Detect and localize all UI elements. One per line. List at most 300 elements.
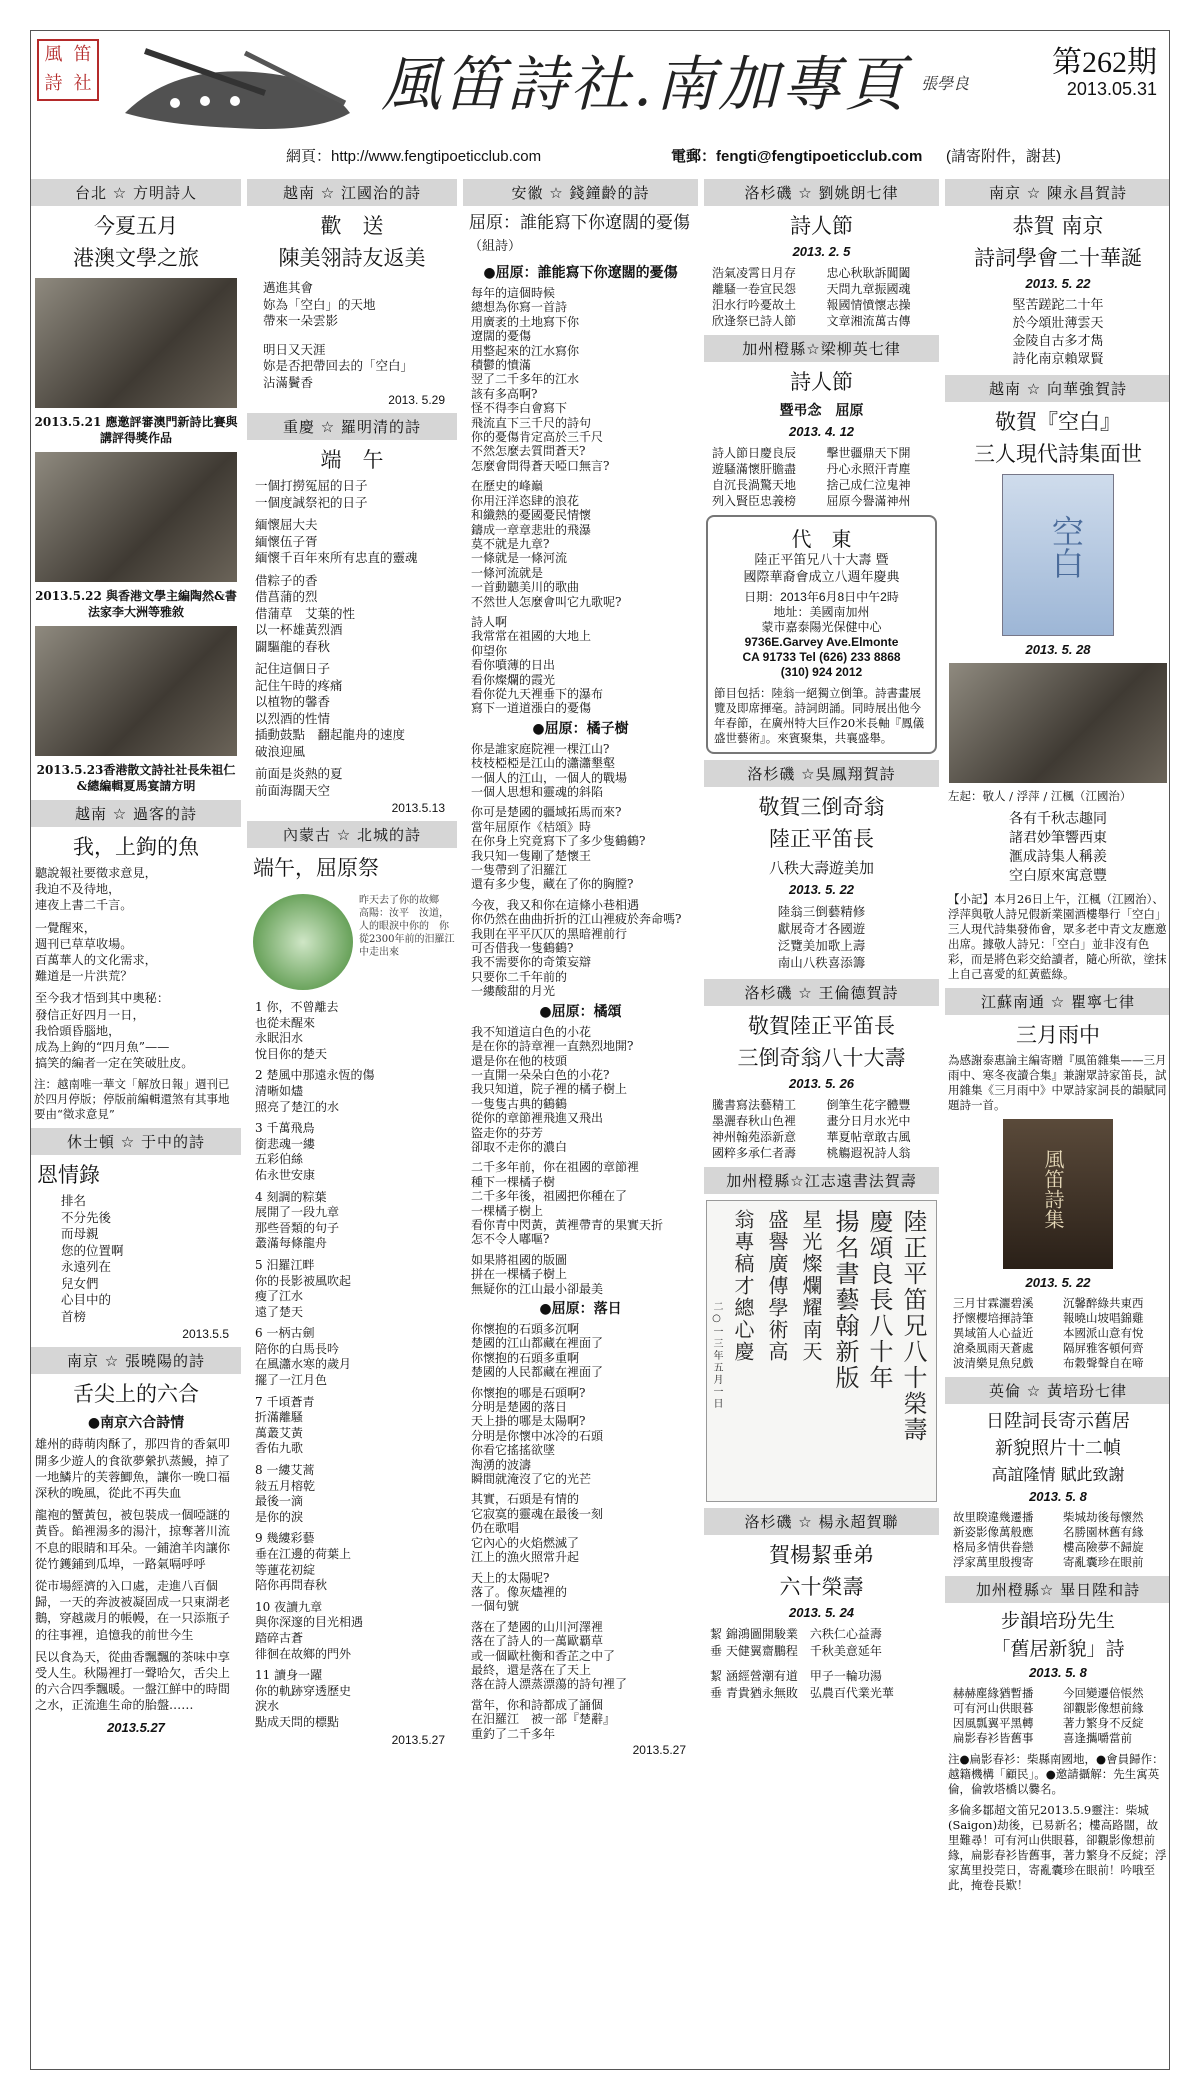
poem-line: 在你身上究竟寫下了多少隻鶴鶴? [471, 834, 646, 849]
poem-line: 鑄成一章章悲壯的飛瀑 [471, 522, 592, 537]
poem-line: 天上掛的哪是太陽啊? [471, 1414, 586, 1429]
column-1 [31, 179, 241, 2064]
poem-line: 與你深邃的目光相遇 [255, 1615, 364, 1630]
poem-body [247, 1000, 457, 1731]
photo-caption: 2013.5.22 與香港文學主編陶然&書法家李大洲等雅敘 [35, 589, 237, 619]
poem-title: 陳美翎詩友返美 [278, 246, 426, 270]
poem-title: 端 午 [320, 448, 384, 472]
poem-line: 11 讀身一躍 [255, 1668, 323, 1683]
poem-line: 借粽子的香 [255, 572, 318, 588]
poem-line: 卻取不走你的濃白 [471, 1139, 568, 1154]
poem-line: 積鬱的憤滿 [471, 358, 532, 373]
poem-line: 文章湘流萬古傳 [826, 314, 911, 328]
poem-line: 還有多少隻，藏在了你的胸膛? [471, 877, 634, 892]
poem-line: 最終，還是落在了天上 [471, 1662, 592, 1677]
launch-event-photo [949, 663, 1167, 783]
poem-body [247, 478, 457, 799]
poem-line: 你的長影被風吹起 [255, 1273, 352, 1288]
section-header: 加州橙縣☆梁柳英七律 [704, 335, 939, 362]
poem-line: 異域笛人心益近 [953, 1326, 1034, 1340]
poem-line: 沾滿鬢香 [263, 374, 314, 390]
poem-line: 叢滿每條龍舟 [255, 1236, 328, 1251]
poem-title: 詩詞學會二十華誕 [974, 246, 1142, 270]
poem-line: 我常常在祖國的大地上 [471, 629, 592, 644]
poem-body [945, 1296, 1170, 1371]
poem-line: 寄亂囊珍在眼前 [1063, 1555, 1144, 1569]
poem-body [247, 280, 457, 391]
poem-line: 空白原來寓意豐 [1009, 868, 1107, 884]
poem-title: 敬賀三倒奇翁 [758, 795, 885, 819]
poem-line: 南山八秩喜添籌 [777, 955, 866, 970]
poem-line: 你懷抱的石頭多重啊 [471, 1350, 580, 1365]
poem-body [704, 265, 939, 329]
poem-body [463, 1025, 698, 1296]
poem-title: 歡 送 [320, 214, 384, 238]
section-header: 加州橙縣☆江志遠書法賀壽 [704, 1167, 939, 1194]
poem-line: 一棵橘子樹上 [471, 1203, 544, 1218]
poem-line: 銜悲魂一縷 [255, 1136, 316, 1151]
masthead-title: 風笛詩社.南加專頁 [381, 50, 908, 120]
poem-line: 百萬華人的文化需求， [35, 953, 157, 968]
poem-title-note: （組詩） [469, 239, 522, 254]
poem-line: 妳是否把帶回去的「空白」 [263, 358, 414, 373]
section-header: 洛杉磯 ☆ 楊永超賀聯 [704, 1508, 939, 1535]
poem-line: 你懷抱的石頭多沉啊 [471, 1322, 580, 1336]
poem-line: 你可是楚國的疆域拓馬而來? [471, 805, 622, 820]
section-header: 台北 ☆ 方明詩人 [31, 179, 241, 206]
poem-line: 用整起來的江水寫你 [471, 343, 580, 358]
poem-body [31, 865, 241, 1071]
bagpipe-flute-illustration [115, 43, 365, 138]
poem-line: 佑永世安康 [255, 1167, 316, 1182]
poem-line: 我則在平平仄仄的黑暗裡前行 [471, 926, 628, 941]
column-4 [704, 179, 939, 2064]
section-header: 內蒙古 ☆ 北城的詩 [247, 821, 457, 848]
poem-line: 前面是炎熱的夏 [255, 766, 343, 781]
poem-date: 2013. 5. 22 [1025, 276, 1091, 291]
poem-date: 2013. 5. 8 [1029, 1665, 1087, 1680]
poem-line: 借菖蒲的烈 [255, 589, 318, 604]
poem-date: 2013. 5. 8 [1029, 1489, 1087, 1504]
poem-line: 一隻帶到了汨羅江 [471, 863, 568, 878]
poem-line: 該有多高啊? [471, 386, 538, 401]
poem-body [31, 1436, 241, 1713]
poem-date: 2013.5.5 [182, 1327, 229, 1342]
poem-line: 倒筆生花字體豐 [826, 1098, 911, 1112]
poem-line: 你用汪洋恣肆的浪花 [471, 493, 580, 508]
poem-line: 著力繁身不反綻 [1063, 1716, 1144, 1730]
poem-line: 淘湧的波濤 [471, 1457, 532, 1472]
poem-line: 如果將祖國的版圖 [471, 1252, 568, 1267]
info-line: 日期：2013年6月8日中午2時 [744, 590, 899, 604]
poem-line: 心目中的 [61, 1292, 112, 1308]
poem-line: 一首動聽美川的歌曲 [471, 580, 580, 595]
poem-line: 兒女們 [61, 1275, 99, 1291]
poem-line: 翌了二千多年的江水 [471, 372, 580, 387]
poem-line: 照亮了楚江的水 [255, 1099, 340, 1114]
poem-line: 神州翰苑添新意 [712, 1130, 797, 1144]
poem-line: 我迫不及待地， [35, 882, 121, 897]
poem-line: 騰書寫法藝精工 [712, 1098, 797, 1112]
poem-paragraph: 從市場經濟的入口處，走進八百個歸，一天的奔波被凝固成一只東湖老鵝，穿越歲月的帳幔，在一只添瓶子的往事裡，追憶我的前世今生 [35, 1579, 230, 1642]
poem-body [463, 1322, 698, 1741]
poem-note: 多倫多鄒超文笛兄2013.5.9靈注：柴城(Saigon)劫後，已易新名；樓高路闊，故里難尋！可有河山供眼暮，卻觀影像想前緣，扁影春衫皆舊事，著力繁身不反綻；浮家萬里投莞日，寄亂囊珍在眼前！吟哦至此，掩卷長歎！ [948, 1803, 1167, 1892]
poem-line: 在汨羅江 被一部『楚辭』 [471, 1712, 616, 1727]
poem-line: 在風瀟水寒的歲月 [255, 1357, 352, 1372]
poem-line: 前面海闊天空 [255, 782, 331, 798]
poem-line: 你仍然在曲曲折折的江山裡疲於奔命嗎? [471, 912, 682, 927]
poem-line: 總想為你寫一首詩 [471, 300, 568, 315]
poem-line: 故里睽違幾遷播 [953, 1510, 1034, 1524]
poem-line: 看你燦爛的霞光 [471, 672, 556, 687]
poem-title: 詩人節 [790, 370, 853, 394]
poem-line: 瘦了江水 [255, 1289, 304, 1304]
poem-title: 高誼隆情 賦此致謝 [991, 1465, 1125, 1484]
poem-line: 墨灑春秋山色裡 [712, 1114, 797, 1128]
poem-body [31, 1193, 241, 1325]
poem-line: 還是你在他的枝頭 [471, 1053, 568, 1068]
poem-line: 排名 [61, 1193, 87, 1209]
calligraphy-column: 盛譽廣傳學術高 [765, 1209, 789, 1363]
poem-title: 三人現代詩集面世 [974, 442, 1142, 466]
image-note: 昨天去了你的故鄉 高陽：汝平 汝道，人的眼淚中你的 你從2300年前的汨羅江中走出來 [359, 895, 455, 958]
poem-line: 永眠汨水 [255, 1031, 304, 1046]
poem-line: 金陵自古多才雋 [1012, 334, 1104, 349]
poem-line: 楚國的人民都藏在裡面了 [471, 1365, 604, 1380]
poem-line: 天上的太陽呢? [471, 1570, 550, 1585]
poem-line: 每年的這個時候 [471, 286, 556, 300]
poem-line: 以植物的馨香 [255, 694, 331, 709]
masthead-signature: 張學良 [921, 74, 970, 93]
poem-line: 8 一縷艾蒿 [255, 1463, 315, 1478]
poem-title-text: 屈原：誰能寫下你遼闊的憂傷 [469, 213, 690, 233]
poem-line: 不然世人怎麼會叫它九歌呢? [471, 594, 622, 609]
poem-title: 日陞詞長寄示舊居 [986, 1411, 1130, 1432]
poem-date: 2013. 5.29 [388, 393, 445, 407]
poem-line: 怪不得李白會寫下 [471, 401, 568, 416]
poem-line: 怎麼會問得蒼天啞口無言? [471, 458, 610, 473]
poem-subtitle: ●南京六合詩情 [87, 1415, 185, 1432]
info-line: 蒙市嘉泰陽光保健中心 [761, 620, 882, 634]
calligraphy-column: 揚名書藝翰新版 [831, 1209, 859, 1391]
poem-line: 怎不令人嘟嘔? [471, 1232, 550, 1247]
poem-line: 一條河流就是 [471, 565, 544, 580]
photo-caption: 左起：敬人 / 浮萍 / 江楓（江國治） [948, 789, 1132, 803]
birthday-invitation [706, 515, 937, 754]
couplet-line: 垂 青貴猶永無敗 弘農百代業光華 [710, 1686, 894, 1700]
poem-title: 端午，屈原祭 [253, 856, 379, 880]
event-photo [35, 452, 237, 582]
poem-paragraph: 雄州的蒔萌肉酥了，那四肯的香氣叩開多少遊人的食欲夢縈扒蒸鰻，掉了一地鱗片的芙蓉鯽魚，讓你一晚口福深秋的晚風，從此不再失血 [35, 1437, 230, 1501]
poem-line: 看你青中閃黃，黃裡帶青的果實天折 [471, 1217, 664, 1232]
section-header: 洛杉磯 ☆吳鳳翔賀詩 [704, 760, 939, 787]
section-header: 洛杉磯 ☆ 王倫德賀詩 [704, 979, 939, 1006]
section-header: 江蘇南通 ☆ 瞿寧七律 [945, 988, 1170, 1015]
poem-title: 敬賀陸正平笛長 [748, 1014, 895, 1038]
info-line: (310) 924 2012 [780, 665, 863, 679]
issue-number: 第262期 [1052, 46, 1157, 79]
poem-line: 遠了楚天 [255, 1304, 304, 1319]
poem-line: 你看它搖搖欲墜 [471, 1443, 556, 1458]
calligraphy-artwork [706, 1200, 937, 1502]
poem-line: 樓高險夢不歸旋 [1063, 1540, 1144, 1554]
poem-line: 用廣袤的土地寫下你 [471, 314, 580, 329]
poem-title: 今夏五月 [94, 214, 178, 238]
section-header: 南京 ☆ 張曉陽的詩 [31, 1347, 241, 1374]
poem-line: 在歷史的峰巔 [471, 479, 544, 494]
poem-line: 楚國的江山都藏在裡面了 [471, 1336, 604, 1351]
poem-line: 看你噴薄的日出 [471, 658, 556, 673]
poem-line: 只要你二千年前的 [471, 969, 568, 984]
poem-subtitle: ●屈原：誰能寫下你遼闊的憂傷 [483, 265, 678, 281]
poem-title: 我，上鉤的魚 [73, 835, 199, 859]
calligraphy-column: 翁專稿才總心慶 [731, 1209, 755, 1363]
poem-subtitle: 暨弔念 屈原 [779, 403, 864, 419]
poem-line: 三月甘霖灑碧溪 [953, 1296, 1034, 1310]
poem-line: 詩人啊 [471, 614, 508, 629]
poem-line: 可有河山供眼暮 [953, 1701, 1034, 1715]
poem-line: 香佑九歌 [255, 1441, 304, 1456]
poem-line: 今回變遷倍悵然 [1063, 1686, 1144, 1700]
poem-subtitle: 八秩大壽遊美加 [768, 859, 874, 877]
poem-line: 闢驅龍的春秋 [255, 638, 331, 654]
poem-title: 恭賀 南京 [1012, 214, 1104, 238]
poem-line: 二千多年後，祖國把你種在了 [471, 1189, 628, 1204]
poem-line: 赫赫塵緣猶暫播 [953, 1686, 1034, 1700]
email-link[interactable]: 電郵：fengti@fengtipoeticclub.com [671, 148, 923, 165]
poem-title: 三月雨中 [1016, 1023, 1100, 1047]
info-line: 9736E.Garvey Ave.Elmonte [744, 635, 899, 649]
contact-line [31, 141, 1170, 169]
poem-line: 聽說報社要徵求意見， [35, 866, 157, 880]
poem-line: 一個打撈冤屈的日子 [255, 478, 368, 493]
poem-line: 泛覽美加歌上壽 [777, 938, 866, 953]
poem-line: 插動鼓點 翻起龍舟的速度 [255, 727, 406, 742]
poem-body [704, 1097, 939, 1161]
event-photo [35, 278, 237, 408]
poem-line: 拼在一棵橘子樹上 [471, 1267, 568, 1282]
poem-line: 報曉山坡唱錦雞 [1063, 1311, 1144, 1325]
poem-line: 你的憂傷肯定高於三千尺 [471, 430, 604, 445]
poem-line: 今夜，我又和你在這條小巷相遇 [471, 897, 640, 912]
poem-line: 以一杯雄黃烈酒 [255, 622, 343, 637]
poem-line: 清晰如燼 [255, 1083, 304, 1098]
dragonboat-image [249, 886, 455, 996]
event-photo [35, 626, 237, 756]
poem-date: 2013. 5. 22 [1025, 1275, 1091, 1290]
poem-paragraph: 民以食為天，從曲香飄飄的茶味中享受人生。秋陽裡打一聲哈欠，舌尖上的六合四季飄暖。一盤江鮮中的時間之水，正流進生命的胎盤…… [35, 1649, 230, 1713]
poem-line: 它寂寞的靈魂在最後一刻 [471, 1506, 604, 1521]
poem-line: 不分先後 [61, 1209, 112, 1225]
poem-line: 至今我才悟到其中奧秘： [35, 991, 170, 1006]
poem-line: 你是誰家庭院裡一棵江山? [471, 741, 610, 756]
poem-note: 注●扁影春衫：柴縣南國地，●會員歸作：越籍機構「顧民」。●邀請攝解：先生寓英倫，倫敦塔橋以爨名。 [948, 1752, 1164, 1796]
poem-body [704, 445, 939, 509]
poem-subtitle: ●屈原：落日 [539, 1301, 622, 1317]
poem-body [463, 742, 698, 999]
poem-line: 不然怎麼去質問蒼天? [471, 444, 586, 459]
poem-line: 仍在歌唱 [471, 1521, 520, 1536]
poem-line: 踏碎古蒼 [255, 1630, 304, 1645]
calligraphy-column: 慶頌良長八十年 [865, 1209, 893, 1391]
invitation-program: 節目包括：陸翁一絕獨立倒筆。詩書畫展覽及即席揮毫。詩詞朗誦。同時展出他今年春節，在廣州特大巨作20米長軸『鳳儀盛世藝術』。來賓聚集，共襄盛舉。 [714, 686, 925, 745]
poem-line: 其實，石頭是有情的 [471, 1492, 580, 1507]
website-link[interactable]: 網頁：http://www.fengtipoeticclub.com [286, 148, 542, 165]
poem-line: 永遠列在 [61, 1259, 112, 1275]
poem-line: 1 你，不曾離去 [255, 1000, 339, 1014]
poem-line: 詩人節日慶良辰 [712, 446, 797, 460]
section-header: 洛杉磯 ☆ 劉姚朗七律 [704, 179, 939, 206]
poem-line: 緬懷伍子胥 [255, 533, 318, 549]
poem-line: 當年，你和詩都成了誦個 [471, 1697, 604, 1712]
invitation-line: 國際華裔會成立八週年慶典 [743, 570, 900, 585]
poem-line: 落在詩人漂蒸漂蕩的詩句裡了 [471, 1677, 628, 1692]
poem-date: 2013. 5. 26 [788, 1076, 855, 1091]
poem-line: 9 幾縷彩藝 [255, 1531, 315, 1546]
poem-line: 等蓮花初綻 [255, 1562, 316, 1577]
info-line: 地址：美國南加州 [773, 605, 870, 619]
section-header: 重慶 ☆ 羅明清的詩 [247, 413, 457, 440]
poem-line: 從你的章節裡飛進又飛出 [471, 1111, 604, 1126]
poem-line: 最後一滴 [255, 1494, 304, 1509]
poem-line: 一縷酸甜的月光 [471, 984, 556, 999]
poem-line: 報國情憤懷志操 [826, 298, 911, 312]
poem-line: 淚水 [255, 1699, 280, 1714]
poem-line: 敍五月榕乾 [255, 1478, 316, 1493]
section-header: 英倫 ☆ 黃培玢七律 [945, 1377, 1170, 1404]
poem-line: 落了。像灰燼裡的 [471, 1584, 568, 1599]
section-header: 越南 ☆ 向華強賀詩 [945, 375, 1170, 402]
poem-line: 一直開一朵朵白色的小花? [471, 1067, 610, 1082]
photo-caption: 2013.5.21 應邀評審澳門新詩比賽與講評得獎作品 [34, 415, 238, 445]
calligraphy-column: 星光燦爛耀南天 [799, 1209, 823, 1363]
poem-line: 一條就是一條河流 [471, 551, 568, 566]
poem-line: 一覺醒來， [35, 920, 96, 935]
poem-line: 天問九章振國魂 [826, 282, 911, 296]
poem-line: 畫分日月水光中 [826, 1114, 911, 1128]
poem-line: 名勝園林舊有緣 [1063, 1525, 1144, 1539]
poem-line: 緬懷屈大夫 [255, 517, 318, 532]
poem-line: 一隻隻古典的鶴鶴 [471, 1096, 568, 1111]
poem-date: 2013.5.27 [107, 1719, 165, 1735]
column-3 [463, 179, 698, 2064]
poem-line: 分明是楚國的落日 [471, 1400, 568, 1415]
poem-line: 10 夜讀九章 [255, 1599, 323, 1614]
poem-body [945, 810, 1170, 886]
poem-line: 浮家萬里殷搜寄 [953, 1555, 1034, 1569]
poem-line: 滙成詩集人稱羨 [1009, 849, 1107, 865]
poem-line: 落在了楚國的山川河澤裡 [471, 1619, 604, 1634]
poem-line: 記住午時的疼痛 [255, 677, 343, 693]
poem-title: 港澳文學之旅 [73, 246, 199, 270]
poem-line: 一個人的江山，一個人的戰場 [471, 770, 628, 785]
poem-line: 2 楚風中那遠永恆的傷 [255, 1068, 375, 1083]
poem-line: 連夜上書二千言。 [35, 898, 133, 913]
dragonboat-illustration [253, 894, 353, 990]
poem-line: 瞬間就淹沒了它的光芒 [471, 1472, 592, 1487]
poem-title: 新貌照片十二幀 [995, 1438, 1121, 1459]
poem-line: 欣逢祭已詩人節 [712, 314, 797, 328]
poem-line: 首榜 [61, 1308, 87, 1324]
poem-line: 滄桑風雨天蒼處 [953, 1341, 1034, 1355]
email-note: (請寄附件，謝甚) [946, 148, 1061, 165]
poem-line: 您的位置啊 [61, 1242, 124, 1258]
poem-line: 垂在江邊的荷葉上 [255, 1547, 352, 1561]
poem-line: 抒懷櫻培揮詩筆 [953, 1311, 1034, 1325]
column-5 [945, 179, 1170, 2064]
poem-line: 落在了詩人的一萬歐覇草 [471, 1634, 604, 1649]
poem-line: 沉馨醉綠共東西 [1063, 1296, 1144, 1310]
poem-line: 那些晉類的句子 [255, 1220, 340, 1235]
poem-line: 陪你的白馬長吟 [255, 1341, 340, 1356]
poem-line: 週刊已草草收場。 [35, 936, 133, 951]
poem-line: 捨己成仁泣鬼神 [826, 478, 911, 492]
poem-line: 是在你的詩章裡一直熱烈地開? [471, 1039, 634, 1054]
poem-line: 6 一柄古劍 [255, 1326, 315, 1341]
poem-line: 汨水行吟憂故土 [712, 298, 797, 312]
seal-char: 詩 [44, 73, 63, 94]
poem-title: 三倒奇翁八十大壽 [737, 1046, 906, 1070]
issue-date: 2013.05.31 [1066, 79, 1157, 99]
poem-line: 忠心秋耿訴閶闔 [826, 266, 911, 280]
poem-line: 列入賢臣忠義榜 [712, 494, 797, 508]
poem-line: 陸翁三倒藝精修 [777, 904, 866, 919]
poem-line: 擺了一江月色 [255, 1373, 328, 1388]
poem-line: 和纖熱的憂國憂民情懷 [471, 508, 592, 523]
poem-body [945, 1686, 1170, 1746]
poem-line: 一個度誠祭祀的日子 [255, 494, 368, 510]
poem-line: 遊騷滿懷肝膽盡 [712, 462, 797, 476]
couplet-line: 絜 錦鴻圖開駿業 六秩仁心益壽 [710, 1627, 882, 1641]
poem-line: 破浪迎風 [255, 743, 306, 759]
poem-subtitle: ●屈原：橘頌 [539, 1003, 622, 1020]
poem-line: 我只知道，院子裡的橘子樹上 [471, 1082, 628, 1097]
poem-line: 我不需要你的奇策妄辯 [471, 955, 592, 970]
poem-line: 獻展奇才各國遊 [777, 921, 866, 936]
poem-line: 搞笑的編者一定在笑破肚皮。 [35, 1056, 194, 1071]
poem-line: 難道是一片洪荒？ [35, 969, 133, 984]
poem-date: 2013. 2. 5 [792, 244, 851, 259]
poem-subtitle: ●屈原：橘子樹 [532, 720, 629, 737]
poem-line: 發信正好四月一日， [35, 1007, 145, 1022]
poem-line: 枝枝椏椏是江山的瀟瀟墾壑 [471, 756, 616, 771]
poem-line: 本國派山意有悅 [1063, 1326, 1144, 1340]
section-header: 越南 ☆ 江國治的詩 [247, 179, 457, 206]
poem-line: 浩氣凌霄日月存 [712, 266, 797, 280]
poem-line: 華夏帖章敢古風 [826, 1130, 911, 1144]
poem-date: 2013. 5. 24 [788, 1605, 855, 1620]
poem-line: 丹心永照汗青塵 [826, 462, 911, 476]
event-note: 【小記】本月26日上午，江楓（江國治）、浮萍與敬人詩兄假新業園酒樓舉行「空白」三人現代詩集發佈會，眾多老中青文友應邀出席。據敬人詩兄：「空白」並非沒有色彩，而是將色彩交給讀者，隨心所欲，塗抹上自己喜愛的紅黃藍綠。 [948, 892, 1167, 981]
poem-title: 詩人節 [790, 214, 853, 238]
poem-line: 重釣了二千多年 [471, 1726, 556, 1741]
poem-title: 陸正平笛長 [769, 827, 874, 851]
poem-line: 3 千萬飛鳥 [255, 1121, 315, 1136]
book-title: 風笛詩集 [1041, 1149, 1065, 1229]
poem-body [704, 903, 939, 971]
poem-intro: 為感謝泰惠論主編寄贈『風笛雜集——三月雨中、寒冬夜讀合集』兼謝眾詩家笛長，試用雜集《三月雨中》中眾詩家詞長的韻賦同題詩一首。 [948, 1053, 1167, 1112]
poem-line: 帶來一朵雲影 [263, 313, 339, 328]
poem-line: 看你從九天裡垂下的瀑布 [471, 686, 604, 701]
poem-title: 賀楊絜垂弟 [769, 1543, 874, 1567]
invitation-title: 代 東 [791, 527, 852, 551]
poetry-book-cover [1002, 474, 1114, 636]
poem-line: 新姿影像萬般應 [953, 1525, 1034, 1539]
poem-title: 六十榮壽 [779, 1575, 864, 1599]
poem-line: 扁影春衫皆舊事 [953, 1731, 1034, 1745]
poem-line: 一個句號 [471, 1599, 520, 1614]
poem-line: 因風瓢翼平黑轉 [953, 1716, 1034, 1730]
